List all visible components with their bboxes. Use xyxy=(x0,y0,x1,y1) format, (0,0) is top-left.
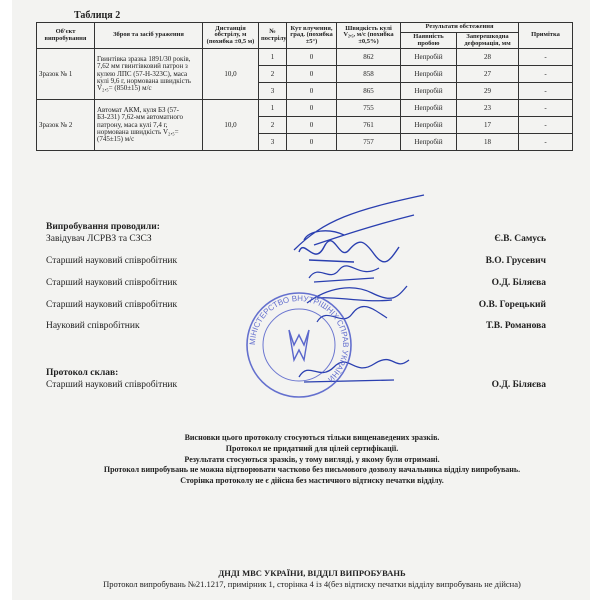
header-shot: № пострілу xyxy=(259,23,287,49)
header-weapon: Зброя та засіб ураження xyxy=(95,23,203,49)
document-page xyxy=(12,0,590,600)
speed-cell: 858 xyxy=(337,66,401,83)
table-caption: Таблиця 2 xyxy=(74,10,121,21)
weapon-description: Автомат АКМ, куля БЗ (57-БЗ-231) 7,62-мм автоматного патрону, маса кулі 7,4 г, нормована швидкість V₂,₅= (745±15) м/с xyxy=(95,100,203,151)
signatory-name: Т.В. Романова xyxy=(485,321,546,331)
angle-cell: 0 xyxy=(287,83,337,100)
shot-number: 3 xyxy=(259,83,287,100)
shot-number: 1 xyxy=(259,49,287,66)
distance-cell: 10,0 xyxy=(203,100,259,151)
shot-number: 2 xyxy=(259,117,287,134)
deformation-cell: 27 xyxy=(457,66,519,83)
penetration-cell: Непробій xyxy=(401,134,457,151)
speed-cell: 757 xyxy=(337,134,401,151)
official-stamp xyxy=(244,290,354,400)
note-cell: - xyxy=(519,134,573,151)
signatory-position: Старший науковий співробітник xyxy=(46,256,178,266)
penetration-cell: Непробій xyxy=(401,66,457,83)
sample-name: Зразок № 1 xyxy=(37,49,95,100)
shot-number: 1 xyxy=(259,100,287,117)
signatory-name: Є.В. Самусь xyxy=(494,234,546,244)
speed-cell: 862 xyxy=(337,49,401,66)
page-footer xyxy=(32,568,592,590)
note-cell: - xyxy=(519,117,573,134)
deformation-cell: 17 xyxy=(457,117,519,134)
signatory-position: Завідувач ЛСРВЗ та СЗСЗ xyxy=(46,234,152,244)
angle-cell: 0 xyxy=(287,134,337,151)
weapon-description: Гвинтівка зразка 1891/30 років, 7,62 мм гвинтівковий патрон з кулею ЛПС (57-Н-323С), маса кулі 9,6 г, нормована швидкість V₂,₅= (850±15) м/с xyxy=(95,49,203,100)
header-angle: Кут влучення, град. (похибка ±5°) xyxy=(287,23,337,49)
header-deformation: Заперешкодна деформація, мм xyxy=(457,32,519,49)
shot-number: 3 xyxy=(259,134,287,151)
signatory-name: В.О. Грусевич xyxy=(485,256,546,266)
distance-cell: 10,0 xyxy=(203,49,259,100)
header-distance: Дистанція обстрілу, м (похибка ±0,5 м) xyxy=(203,23,259,49)
footer-org: ДНДІ МВС УКРАЇНИ, ВІДДІЛ ВИПРОБУВАНЬ xyxy=(218,568,406,578)
note-cell: - xyxy=(519,83,573,100)
stamp-text: МІНІСТЕРСТВО ВНУТРІШНІХ СПРАВ УКРАЇНИ xyxy=(247,293,351,384)
header-speed: Швидкість кулі V₂,₅, м/с (похибка ±0,5%) xyxy=(337,23,401,49)
angle-cell: 0 xyxy=(287,117,337,134)
sample-name: Зразок № 2 xyxy=(37,100,95,151)
signatory-position: Старший науковий співробітник xyxy=(46,300,178,310)
angle-cell: 0 xyxy=(287,66,337,83)
speed-cell: 761 xyxy=(337,117,401,134)
angle-cell: 0 xyxy=(287,100,337,117)
composer-heading: Протокол склав: xyxy=(46,368,119,378)
header-results: Результати обстеження xyxy=(401,23,519,33)
header-note: Примітка xyxy=(519,23,573,49)
note-cell: - xyxy=(519,100,573,117)
signatory-position: Науковий співробітник xyxy=(46,321,140,331)
signatory-name: О.Д. Біляєва xyxy=(491,380,546,390)
penetration-cell: Непробій xyxy=(401,100,457,117)
note-cell: - xyxy=(519,49,573,66)
deformation-cell: 28 xyxy=(457,49,519,66)
angle-cell: 0 xyxy=(287,49,337,66)
table-row xyxy=(37,49,573,66)
speed-cell: 865 xyxy=(337,83,401,100)
signatory-position: Старший науковий співробітник xyxy=(46,278,178,288)
conclusion-line: Протокол випробувань не можна відтворювати частково без письмового дозволу начальника відділу випробувань. xyxy=(103,465,521,475)
conclusion-line: Висновки цього протоколу стосуються тільки вищенаведених зразків. xyxy=(184,433,440,442)
conclusion-line: Результати стосуються зразків, у тому вигляді, у якому були отримані. xyxy=(184,454,440,464)
signatory-name: О.Д. Біляєва xyxy=(491,278,546,288)
testers-heading: Випробування проводили: xyxy=(46,222,160,232)
header-object: Об'єкт випробування xyxy=(37,23,95,49)
conclusions xyxy=(62,433,562,487)
deformation-cell: 29 xyxy=(457,83,519,100)
deformation-cell: 18 xyxy=(457,134,519,151)
penetration-cell: Непробій xyxy=(401,49,457,66)
table-row xyxy=(37,100,573,117)
conclusion-line: Протокол не придатний для цілей сертифікації. xyxy=(225,443,399,453)
header-penetration: Наявність пробою xyxy=(401,32,457,49)
speed-cell: 755 xyxy=(337,100,401,117)
footer-line: Протокол випробувань №21.1217, примірник 1, сторінка 4 із 4(без відтиску печатки відділу випробувань не дійсна) xyxy=(103,579,521,590)
penetration-cell: Непробій xyxy=(401,117,457,134)
signatory-name: О.В. Горецький xyxy=(478,300,546,310)
penetration-cell: Непробій xyxy=(401,83,457,100)
deformation-cell: 23 xyxy=(457,100,519,117)
signatory-position: Старший науковий співробітник xyxy=(46,380,178,390)
shot-number: 2 xyxy=(259,66,287,83)
conclusion-line: Сторінка протоколу не є дійсна без мастичного відтиску печатки відділу. xyxy=(180,476,444,486)
note-cell: - xyxy=(519,66,573,83)
results-table xyxy=(36,22,573,151)
